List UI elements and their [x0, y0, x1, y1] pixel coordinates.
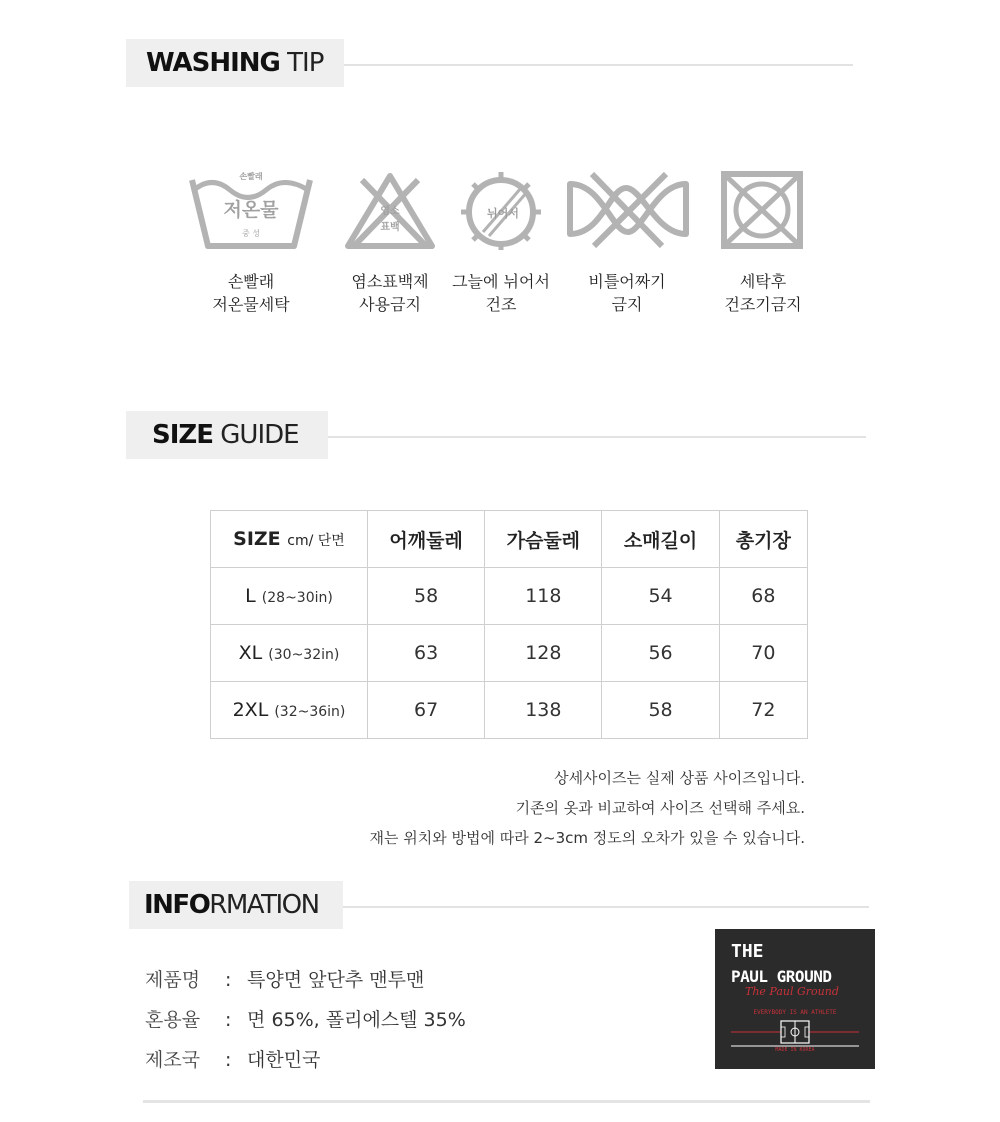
no-bleach-icon	[340, 170, 440, 250]
hand-wash-icon	[186, 170, 316, 250]
information-title: INFORMATION	[144, 890, 319, 920]
value-cell: 58	[368, 568, 485, 625]
brand-label-logo: THE PAUL GROUND The Paul Ground EVERYBODY IS AN ATHLETE MADE IN KOREA	[715, 929, 875, 1069]
value-cell: 58	[602, 682, 719, 739]
info-row-origin: 제조국 : 대한민국	[145, 1049, 321, 1071]
value-cell: 68	[719, 568, 807, 625]
size-note: 상세사이즈는 실제 상품 사이즈입니다.	[554, 769, 805, 787]
size-cell: 2XL (32~36in)	[211, 682, 368, 739]
value-cell: 138	[485, 682, 602, 739]
size-cell: L (28~30in)	[211, 568, 368, 625]
size-guide-rule	[328, 436, 866, 438]
washing-tip-title: WASHING TIP	[146, 48, 324, 78]
value-cell: 72	[719, 682, 807, 739]
washing-tip-header	[126, 39, 344, 87]
wash-item-shade-dry	[431, 170, 571, 316]
size-notes	[370, 763, 805, 853]
svg-text:저온물: 저온물	[223, 199, 279, 221]
svg-text:표백: 표백	[380, 222, 400, 233]
washing-tip-rule	[344, 64, 853, 66]
table-row	[211, 682, 808, 739]
info-row-product: 제품명 : 특양면 앞단추 맨투맨	[145, 969, 425, 991]
header-shoulder: 어깨둘레	[368, 511, 485, 568]
wash-label-no-bleach: 염소표백제 사용금지	[351, 272, 429, 314]
information-header	[129, 881, 343, 929]
size-table-header	[211, 511, 808, 568]
table-row	[211, 568, 808, 625]
info-row-material: 혼용율 : 면 65%, 폴리에스텔 35%	[145, 1009, 466, 1031]
svg-text:중 성: 중 성	[242, 229, 260, 238]
no-wring-icon	[562, 170, 692, 250]
wash-item-no-wring	[557, 170, 697, 316]
information-list	[145, 960, 466, 1080]
header-chest: 가슴둘레	[485, 511, 602, 568]
value-cell: 118	[485, 568, 602, 625]
value-cell: 70	[719, 625, 807, 682]
information-rule	[343, 906, 869, 908]
svg-text:손빨래: 손빨래	[239, 172, 263, 181]
value-cell: 67	[368, 682, 485, 739]
bottom-divider	[143, 1100, 870, 1103]
value-cell: 56	[602, 625, 719, 682]
size-note: 기존의 옷과 비교하여 사이즈 선택해 주세요.	[515, 799, 805, 817]
field-icon	[715, 1017, 875, 1047]
wash-item-hand-wash	[181, 170, 321, 316]
svg-text:염소: 염소	[380, 206, 400, 217]
wash-label-no-tumble-dry: 세탁후 건조기금지	[724, 272, 802, 314]
wash-label-no-wring: 비틀어짜기 금지	[588, 272, 666, 314]
header-size: SIZE cm/ 단면	[211, 511, 368, 568]
value-cell: 54	[602, 568, 719, 625]
value-cell: 128	[485, 625, 602, 682]
size-guide-header	[126, 411, 328, 459]
value-cell: 63	[368, 625, 485, 682]
table-row	[211, 625, 808, 682]
header-sleeve: 소매길이	[602, 511, 719, 568]
size-table	[210, 510, 808, 739]
header-length: 총기장	[719, 511, 807, 568]
wash-label-shade-dry: 그늘에 뉘어서 건조	[452, 272, 550, 314]
shade-dry-icon	[451, 170, 551, 250]
size-guide-title: SIZE GUIDE	[152, 420, 299, 450]
svg-text:뉘어서: 뉘어서	[487, 207, 519, 220]
no-tumble-dry-icon	[718, 170, 808, 250]
size-cell: XL (30~32in)	[211, 625, 368, 682]
wash-label-hand-wash: 손빨래 저온물세탁	[212, 272, 290, 314]
size-note: 재는 위치와 방법에 따라 2~3cm 정도의 오차가 있을 수 있습니다.	[369, 829, 805, 847]
wash-item-no-tumble-dry	[693, 170, 833, 316]
